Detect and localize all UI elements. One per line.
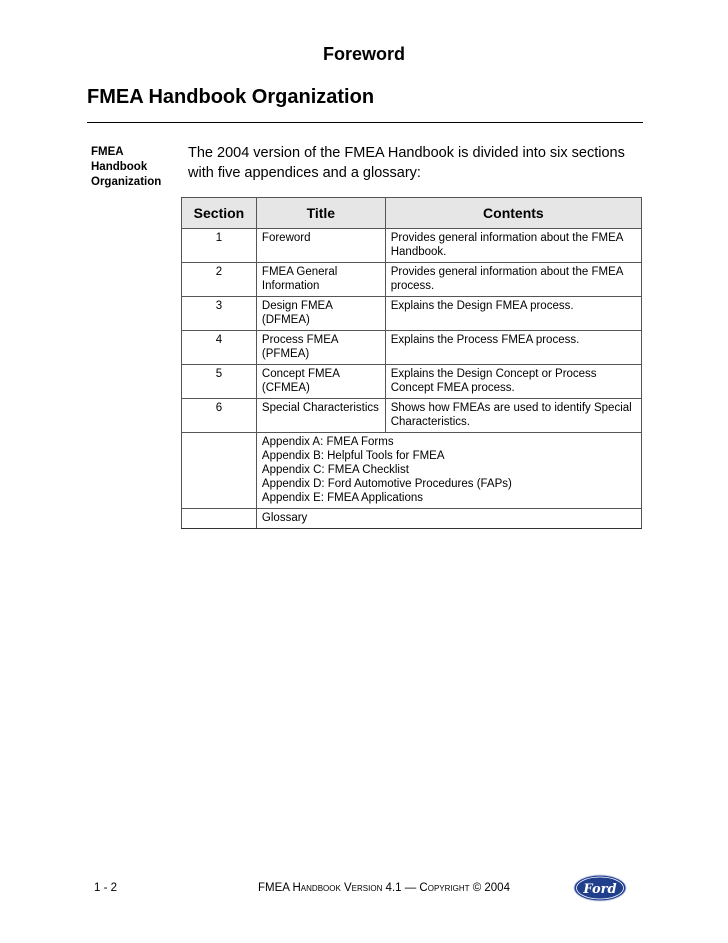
section-contents: Shows how FMEAs are used to identify Special Characteristics.	[385, 399, 641, 433]
ford-logo-icon	[573, 874, 627, 902]
table-row	[182, 399, 642, 433]
section-number: 3	[182, 297, 257, 331]
appendix-item: Appendix B: Helpful Tools for FMEA	[261, 450, 445, 462]
section-number: 2	[182, 263, 257, 297]
page-header-title: Foreword	[322, 44, 405, 64]
table-row	[182, 331, 642, 365]
section-contents: Explains the Design FMEA process.	[385, 297, 641, 331]
footer-page-number: 1 - 2	[94, 882, 118, 894]
section-number: 4	[182, 331, 257, 365]
column-header-title: Title	[256, 198, 385, 229]
section-number: 5	[182, 365, 257, 399]
heading-rule	[87, 122, 643, 123]
appendix-item: Appendix C: FMEA Checklist	[261, 464, 409, 476]
section-title: FMEA General Information	[256, 263, 385, 297]
appendix-item: Appendix E: FMEA Applications	[261, 492, 424, 504]
section-title: Special Characteristics	[256, 399, 385, 433]
section-number: 6	[182, 399, 257, 433]
section-title: Concept FMEA (CFMEA)	[256, 365, 385, 399]
section-number: 1	[182, 229, 257, 263]
section-title: Process FMEA (PFMEA)	[256, 331, 385, 365]
section-heading: FMEA Handbook Organization	[87, 86, 375, 108]
intro-paragraph: The 2004 version of the FMEA Handbook is divided into six sections with five appendices and a glossary:	[188, 145, 625, 181]
appendix-list	[256, 433, 641, 509]
appendix-item: Appendix D: Ford Automotive Procedures (FAPs)	[261, 478, 512, 490]
side-label	[91, 145, 171, 190]
table-header-row	[182, 198, 642, 229]
organization-table	[181, 197, 642, 529]
column-header-contents: Contents	[385, 198, 641, 229]
svg-text:Ford: Ford	[583, 882, 617, 897]
section-title: Design FMEA (DFMEA)	[256, 297, 385, 331]
empty-cell	[182, 509, 257, 529]
table-row	[182, 229, 642, 263]
appendix-item: Appendix A: FMEA Forms	[261, 436, 394, 448]
section-contents: Explains the Process FMEA process.	[385, 331, 641, 365]
table-row	[182, 365, 642, 399]
section-contents: Provides general information about the FMEA Handbook.	[385, 229, 641, 263]
side-label-line: FMEA	[91, 146, 124, 158]
side-label-line: Organization	[91, 176, 162, 188]
side-label-line: Handbook	[91, 161, 148, 173]
glossary-item: Glossary	[256, 509, 641, 529]
footer-copyright: FMEA Handbook Version 4.1 — Copyright © 2004	[258, 882, 510, 894]
column-header-section: Section	[182, 198, 257, 229]
empty-cell	[182, 433, 257, 509]
section-title: Foreword	[256, 229, 385, 263]
table-row	[182, 263, 642, 297]
section-contents: Provides general information about the FMEA process.	[385, 263, 641, 297]
section-contents: Explains the Design Concept or Process Concept FMEA process.	[385, 365, 641, 399]
table-row	[182, 297, 642, 331]
appendix-row	[182, 433, 642, 509]
glossary-row	[182, 509, 642, 529]
